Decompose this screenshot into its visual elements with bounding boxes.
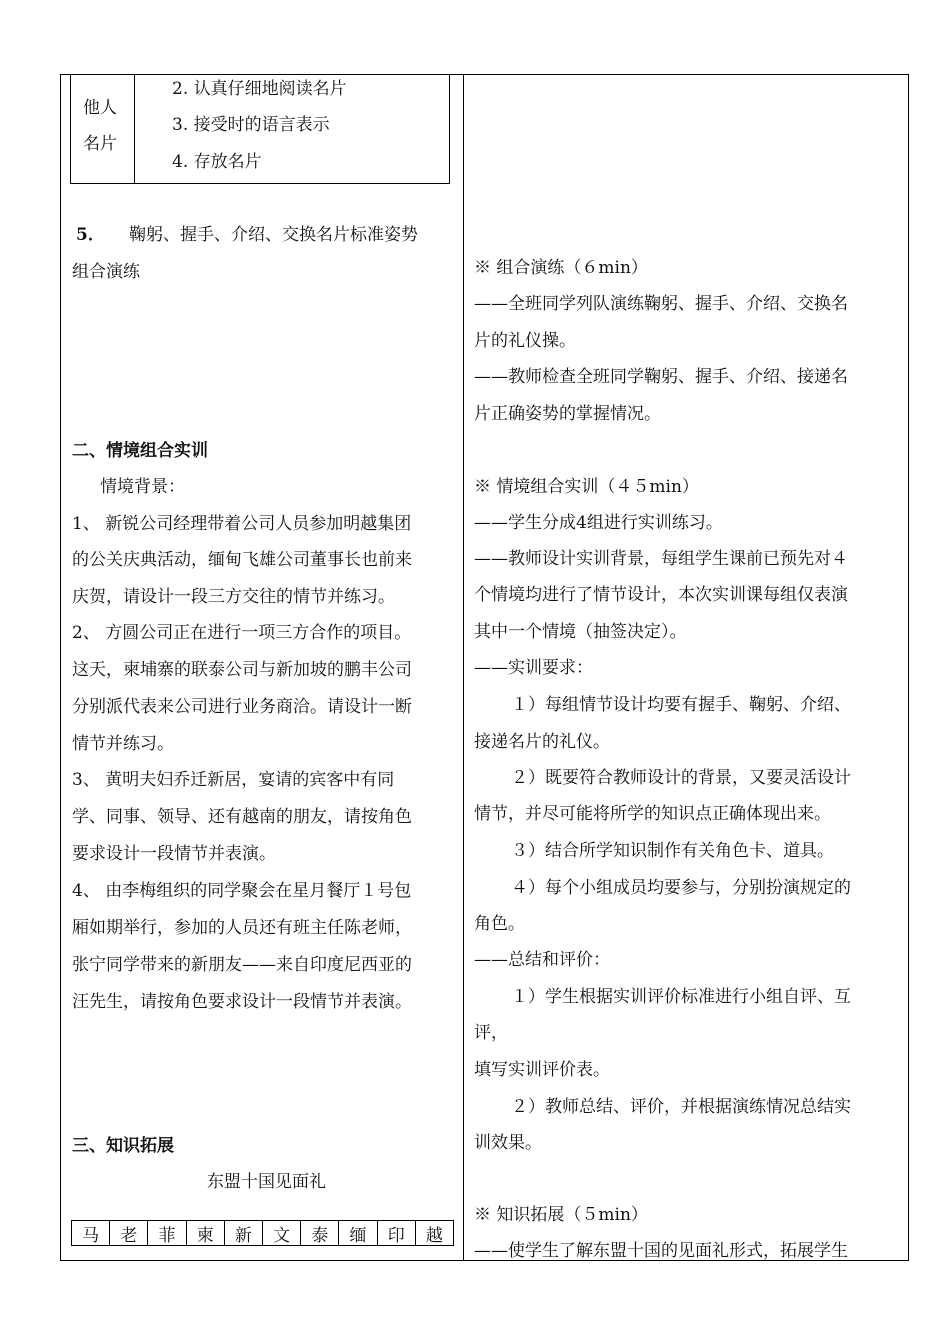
activity-line: 填写实训评价表。 xyxy=(474,1060,610,1080)
section3-subtitle: 东盟十国见面礼 xyxy=(207,1172,326,1192)
card-item: 3. 接受时的语言表示 xyxy=(172,115,330,135)
scenario-line: 汪先生，请按角色要求设计一段情节并表演。 xyxy=(72,992,412,1012)
activity-line: 角色。 xyxy=(474,914,525,934)
activity-line: ——教师检查全班同学鞠躬、握手、介绍、接递名 xyxy=(474,367,848,387)
item5-text-cont: 组合演练 xyxy=(72,262,140,282)
activity-line: 评， xyxy=(474,1023,508,1043)
country-cell: 泰 xyxy=(301,1221,339,1245)
scenario-line: 4、 由李梅组织的同学聚会在星月餐厅１号包 xyxy=(72,881,412,901)
country-cell: 越 xyxy=(425,1225,443,1246)
activity-line: ——全班同学列队演练鞠躬、握手、介绍、交换名 xyxy=(474,294,848,314)
scenario-line: 庆贺，请设计一段三方交往的情节并练习。 xyxy=(72,587,395,607)
card-label-line2: 名片 xyxy=(83,134,117,154)
activity-heading: ※ 组合演练（６min） xyxy=(474,258,648,278)
scenario-line: 这天，柬埔寨的联泰公司与新加坡的鹏丰公司 xyxy=(72,660,412,680)
scenario-line: 学、同事、领导、还有越南的朋友，请按角色 xyxy=(72,807,412,827)
activity-line: 片的礼仪操。 xyxy=(474,331,576,351)
country-cell: 菲 xyxy=(148,1221,186,1245)
activity-line: 接递名片的礼仪。 xyxy=(474,732,610,752)
activity-line: １）每组情节设计均要有握手、鞠躬、介绍、 xyxy=(511,695,851,715)
card-subtable-divider xyxy=(134,74,135,183)
country-cell: 缅 xyxy=(339,1221,377,1245)
activity-line: 其中一个情境（抽签决定）。 xyxy=(474,622,687,642)
activity-line: ——教师设计实训背景，每组学生课前已预先对４ xyxy=(474,549,848,569)
card-item: 4. 存放名片 xyxy=(172,152,262,172)
activity-line: ４）每个小组成员均要参与，分别扮演规定的 xyxy=(511,878,851,898)
scenario-line: 情节并练习。 xyxy=(72,734,174,754)
country-cell: 老 xyxy=(110,1221,148,1245)
scenario-line: 分别派代表来公司进行业务商洽。请设计一断 xyxy=(72,697,412,717)
activity-line: ——实训要求： xyxy=(474,658,593,678)
activity-line: ２）教师总结、评价，并根据演练情况总结实 xyxy=(511,1097,851,1117)
column-divider xyxy=(463,74,464,1261)
activity-line: ——学生分成4组进行实训练习。 xyxy=(474,513,723,533)
activity-line: 情节，并尽可能将所学的知识点正确体现出来。 xyxy=(474,804,831,824)
activity-line: ——总结和评价： xyxy=(474,950,610,970)
section2-background-label: 情境背景： xyxy=(100,477,185,497)
activity-line: ３）结合所学知识制作有关角色卡、道具。 xyxy=(511,841,834,861)
country-cell: 马 xyxy=(72,1221,110,1245)
activity-line: 片正确姿势的掌握情况。 xyxy=(474,404,661,424)
country-cell: 柬 xyxy=(187,1221,225,1245)
asean-country-grid xyxy=(71,1220,454,1246)
activity-line: ——使学生了解东盟十国的见面礼形式，拓展学生 xyxy=(474,1241,848,1261)
scenario-line: 3、 黄明夫妇乔迁新居，宴请的宾客中有同 xyxy=(72,770,395,790)
card-item: 2. 认真仔细地阅读名片 xyxy=(172,79,347,99)
section2-title: 二、情境组合实训 xyxy=(72,441,208,461)
activity-heading: ※ 情境组合实训（４５min） xyxy=(474,477,699,497)
country-cell: 文 xyxy=(263,1221,301,1245)
card-label-line1: 他人 xyxy=(83,98,117,118)
item5-text: 鞠躬、握手、介绍、交换名片标准姿势 xyxy=(129,225,418,245)
scenario-line: 1、 新锐公司经理带着公司人员参加明越集团 xyxy=(72,514,412,534)
activity-line: 个情境均进行了情节设计，本次实训课每组仅表演 xyxy=(474,585,848,605)
activity-heading: ※ 知识拓展（５min） xyxy=(474,1205,648,1225)
scenario-line: 要求设计一段情节并表演。 xyxy=(72,844,276,864)
country-cell: 新 xyxy=(225,1221,263,1245)
activity-line: １）学生根据实训评价标准进行小组自评、互 xyxy=(511,987,851,1007)
scenario-line: 张宁同学带来的新朋友——来自印度尼西亚的 xyxy=(72,955,412,975)
activity-line: 训效果。 xyxy=(474,1133,542,1153)
scenario-line: 厢如期举行，参加的人员还有班主任陈老师， xyxy=(72,918,412,938)
scenario-line: 的公关庆典活动，缅甸飞雄公司董事长也前来 xyxy=(72,550,412,570)
country-cell: 印 xyxy=(378,1221,416,1245)
scenario-line: 2、 方圆公司正在进行一项三方合作的项目。 xyxy=(72,623,412,643)
item5-number: 5． xyxy=(76,225,105,245)
activity-line: ２）既要符合教师设计的背景，又要灵活设计 xyxy=(511,768,851,788)
section3-title: 三、知识拓展 xyxy=(72,1136,174,1156)
